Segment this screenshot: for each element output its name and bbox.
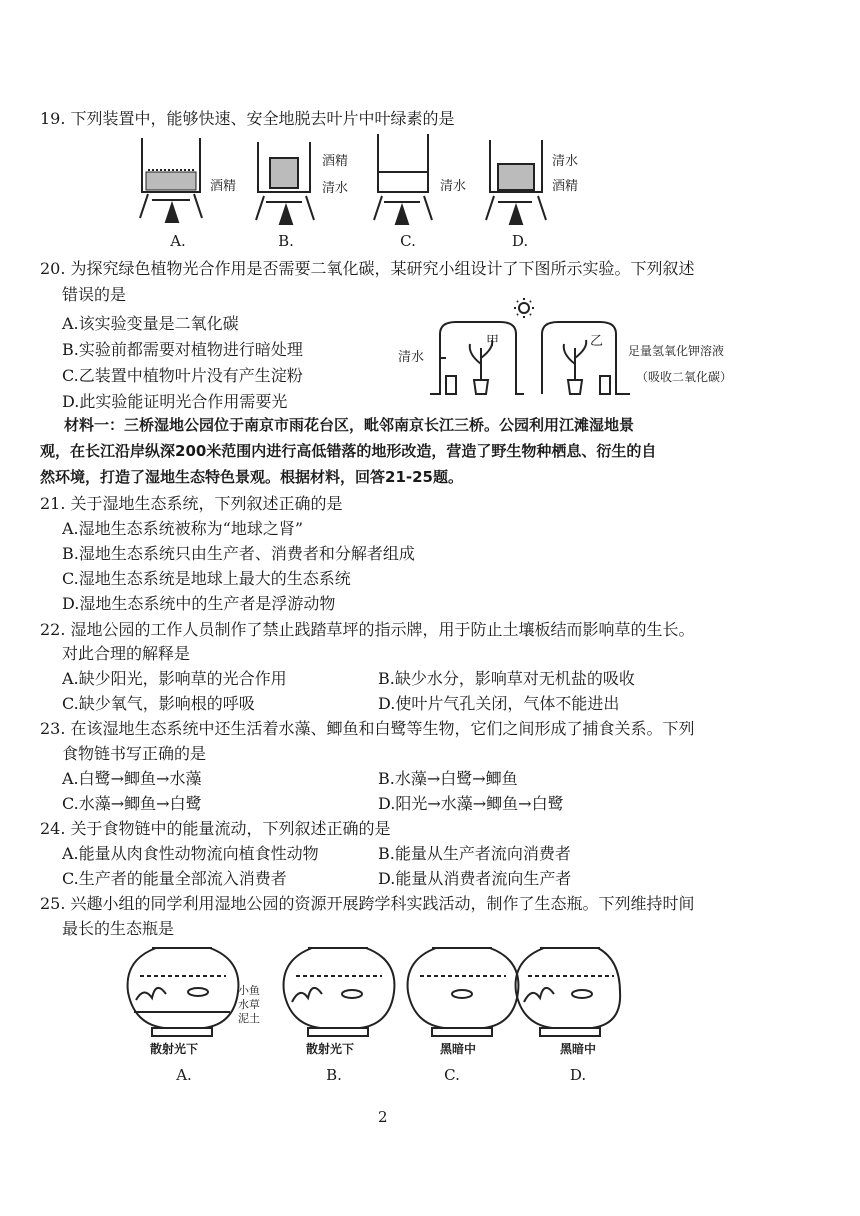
q20-stem-line1: 20. 为探究绿色植物光合作用是否需要二氧化碳，某研究小组设计了下图所示实验。下列叙述 [40,259,695,278]
q21-option-d: D.湿地生态系统中的生产者是浮游动物 [62,594,336,613]
q25-soil-label: 泥土 [238,1012,260,1025]
q20-right-note: （吸收二氧化碳） [636,370,733,384]
q21-option-a: A.湿地生态系统被称为“地球之肾” [62,519,304,538]
q25-figure [122,940,622,1040]
q19-d-bottom-label: 酒精 [552,179,579,194]
material-line1: 材料一：三桥湿地公园位于南京市雨花台区，毗邻南京长江三桥。公园利用江滩湿地景 [64,416,635,434]
q25-option-b: B. [326,1066,342,1084]
q20-stem-line2: 错误的是 [62,285,127,304]
q19-b-bottom-label: 清水 [322,181,349,196]
q20-right-liquid-label: 足量氢氧化钾溶液 [628,344,725,358]
q22-stem-line1: 22. 湿地公园的工作人员制作了禁止践踏草坪的指示牌，用于防止土壤板结而影响草的生长。 [40,620,695,639]
q25-stem-line2: 最长的生态瓶是 [62,919,175,938]
q20-figure [430,296,630,406]
q20-jia-label: 甲 [486,334,500,349]
q19-option-a: A. [170,232,186,250]
q22-option-b: B.缺少水分，影响草对无机盐的吸收 [378,669,635,688]
q20-option-c: C.乙装置中植物叶片没有产生淀粉 [62,366,303,385]
q25-caption-c: 黑暗中 [440,1042,477,1056]
q24-stem: 24. 关于食物链中的能量流动，下列叙述正确的是 [40,819,391,838]
q21-option-c: C.湿地生态系统是地球上最大的生态系统 [62,569,351,588]
q23-option-b: B.水藻→白鹭→鲫鱼 [378,769,518,788]
q23-option-c: C.水藻→鲫鱼→白鹭 [62,794,202,813]
q22-stem-line2: 对此合理的解释是 [62,644,191,663]
q23-option-a: A.白鹭→鲫鱼→水藻 [62,769,202,788]
q25-caption-b: 散射光下 [306,1042,355,1056]
q20-option-a: A.该实验变量是二氧化碳 [62,314,239,333]
q19-b-top-label: 酒精 [322,154,349,169]
q20-left-liquid-label: 清水 [398,350,425,365]
q25-stem-line1: 25. 兴趣小组的同学利用湿地公园的资源开展跨学科实践活动，制作了生态瓶。下列维持时间 [40,894,695,913]
q23-stem-line1: 23. 在该湿地生态系统中还生活着水藻、鲫鱼和白鹭等生物，它们之间形成了捕食关系。下列 [40,719,695,738]
q20-option-d: D.此实验能证明光合作用需要光 [62,392,288,411]
q24-option-c: C.生产者的能量全部流入消费者 [62,869,287,888]
q21-stem: 21. 关于湿地生态系统，下列叙述正确的是 [40,494,343,513]
material-line2: 观，在长江沿岸纵深200米范围内进行高低错落的地形改造，营造了野生物种栖息、衍生的自 [40,442,657,460]
q23-stem-line2: 食物链书写正确的是 [62,744,207,763]
q20-yi-label: 乙 [590,334,604,349]
q25-fish-label: 小鱼 [238,984,260,997]
q25-option-c: C. [444,1066,460,1084]
q22-option-c: C.缺少氧气，影响根的呼吸 [62,694,255,713]
q19-option-d: D. [511,232,529,250]
q25-weed-label: 水草 [238,998,260,1011]
q25-option-a: A. [176,1066,192,1084]
q19-d-top-label: 清水 [552,154,579,169]
q25-option-d: D. [569,1066,587,1084]
q19-option-c: C. [400,232,416,250]
material-line3: 然环境，打造了湿地生态特色景观。根据材料，回答21-25题。 [40,468,463,486]
q24-option-b: B.能量从生产者流向消费者 [378,844,571,863]
q25-caption-d: 黑暗中 [560,1042,597,1056]
q21-option-b: B.湿地生态系统只由生产者、消费者和分解者组成 [62,544,415,563]
q24-option-d: D.能量从消费者流向生产者 [378,869,572,888]
q24-option-a: A.能量从肉食性动物流向植食性动物 [62,844,319,863]
page-number: 2 [378,1108,388,1126]
q19-a-label: 酒精 [210,179,237,194]
q22-option-a: A.缺少阳光，影响草的光合作用 [62,669,287,688]
q23-option-d: D.阳光→水藻→鲫鱼→白鹭 [378,794,564,813]
q19-stem: 19. 下列装置中，能够快速、安全地脱去叶片中叶绿素的是 [40,109,455,128]
q20-option-b: B.实验前都需要对植物进行暗处理 [62,340,303,359]
q22-option-d: D.使叶片气孔关闭，气体不能进出 [378,694,620,713]
q25-caption-a: 散射光下 [150,1042,199,1056]
q19-figure [130,130,570,230]
q19-option-b: B. [278,232,294,250]
q19-c-label: 清水 [440,179,467,194]
